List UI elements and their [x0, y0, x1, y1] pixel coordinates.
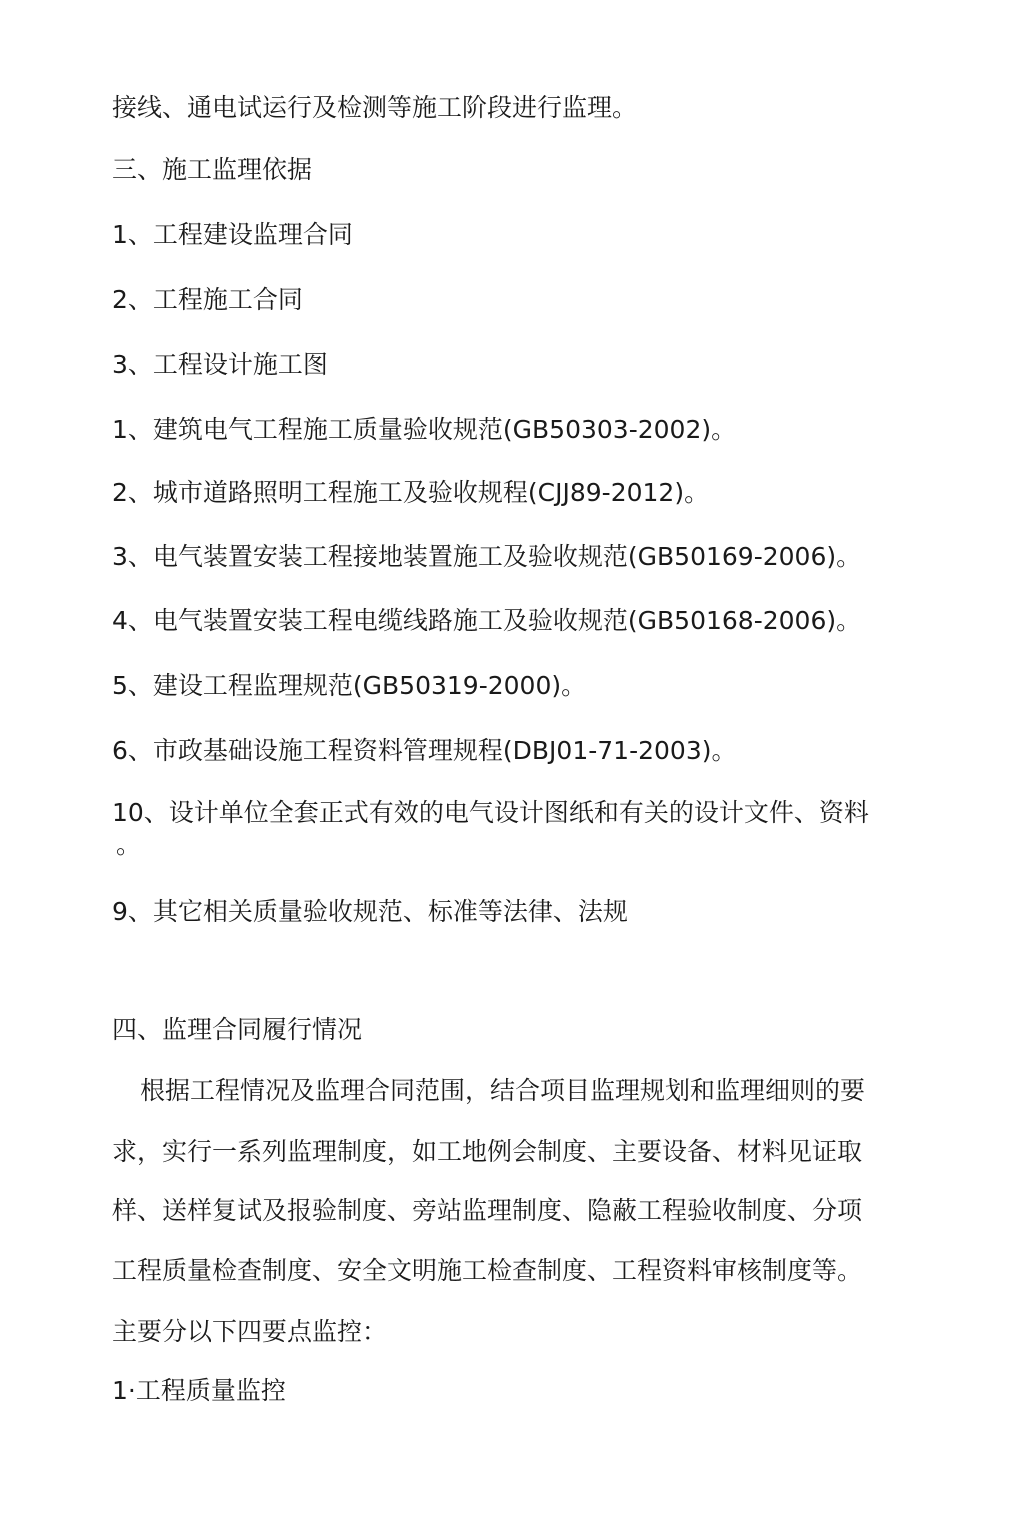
list-item-wrap: 。 — [116, 830, 142, 859]
list-item: 1、工程建设监理合同 — [112, 220, 353, 249]
list-item: 10、设计单位全套正式有效的电气设计图纸和有关的设计文件、资料 — [112, 798, 869, 827]
section-heading-contract: 四、监理合同履行情况 — [112, 1015, 363, 1044]
subheading-quality: 1·工程质量监控 — [112, 1376, 286, 1405]
text-line-continuation: 接线、通电试运行及检测等施工阶段进行监理。 — [112, 93, 638, 122]
list-item: 2、工程施工合同 — [112, 285, 303, 314]
list-item: 5、建设工程监理规范(GB50319-2000)。 — [112, 671, 587, 700]
list-item: 2、城市道路照明工程施工及验收规程(CJJ89-2012)。 — [112, 478, 710, 507]
paragraph-line: 样、送样复试及报验制度、旁站监理制度、隐蔽工程验收制度、分项 — [112, 1196, 863, 1225]
paragraph-line: 根据工程情况及监理合同范围，结合项目监理规划和监理细则的要 — [140, 1076, 866, 1105]
paragraph-line: 求，实行一系列监理制度，如工地例会制度、主要设备、材料见证取 — [112, 1137, 863, 1166]
list-item: 3、工程设计施工图 — [112, 350, 328, 379]
section-heading-basis: 三、施工监理依据 — [112, 155, 313, 184]
list-item: 1、建筑电气工程施工质量验收规范(GB50303-2002)。 — [112, 415, 737, 444]
list-item: 4、电气装置安装工程电缆线路施工及验收规范(GB50168-2006)。 — [112, 606, 862, 635]
paragraph-line: 主要分以下四要点监控： — [112, 1317, 388, 1346]
list-item: 3、电气装置安装工程接地装置施工及验收规范(GB50169-2006)。 — [112, 542, 862, 571]
list-item: 6、市政基础设施工程资料管理规程(DBJ01-71-2003)。 — [112, 736, 737, 765]
paragraph-line: 工程质量检查制度、安全文明施工检查制度、工程资料审核制度等。 — [112, 1256, 863, 1285]
list-item: 9、其它相关质量验收规范、标准等法律、法规 — [112, 897, 628, 926]
